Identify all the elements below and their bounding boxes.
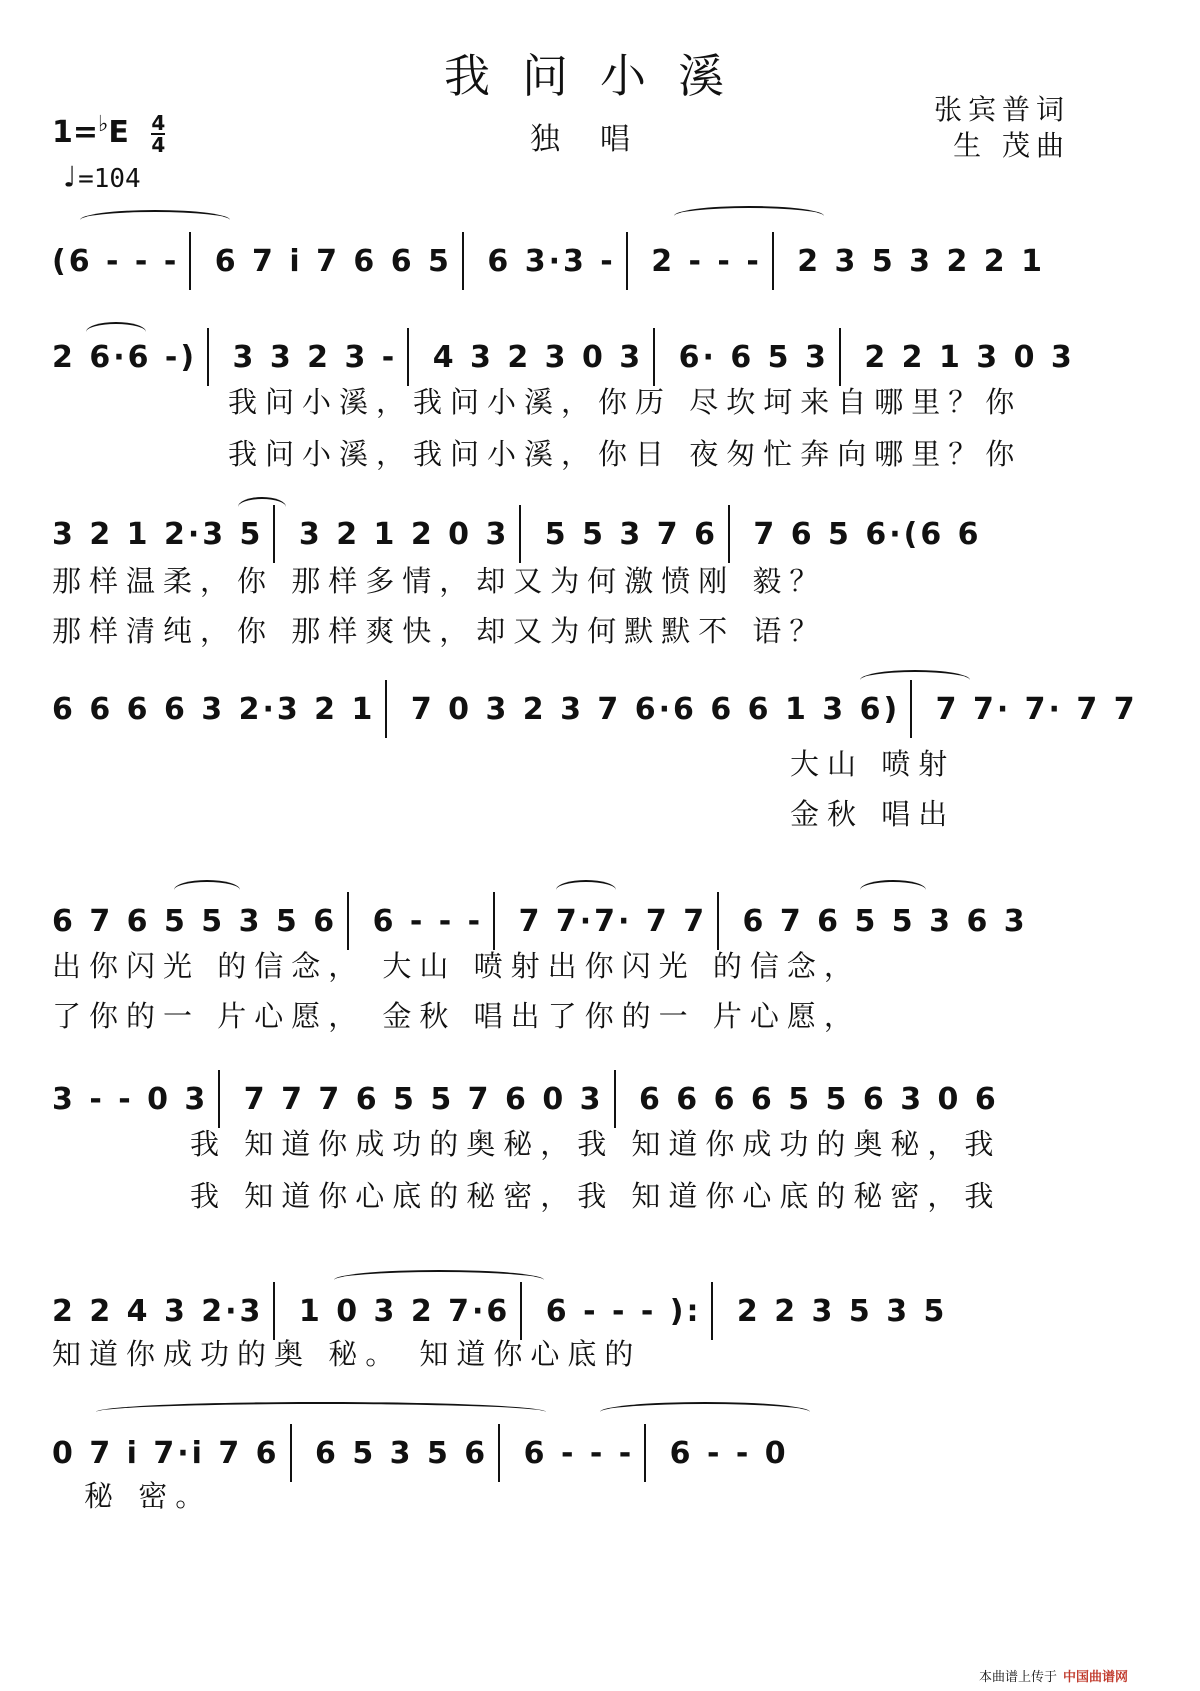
score-line-4 (0, 680, 1200, 840)
score-line-7 (0, 1282, 1200, 1392)
barline (653, 328, 655, 386)
measure: 6 7 6 5 5 3 5 6 (52, 903, 338, 939)
notes-row (52, 1424, 1060, 1474)
measure: 7 7 7 6 5 5 7 6 0 3 (243, 1081, 604, 1117)
barline (218, 1070, 220, 1128)
lyric-verse-1: 知道你成功的奥 秘。 知道你心底的 (52, 1337, 642, 1371)
barline (614, 1070, 616, 1128)
barline (493, 892, 495, 950)
measure: 6 - - - (372, 903, 484, 939)
time-signature (151, 110, 166, 157)
lyric-verse-1: 我问小溪，我问小溪，你历 尽坎坷来自哪里？你 (228, 385, 1023, 419)
barline (519, 505, 521, 563)
measure: 6 - - - ): (545, 1293, 702, 1329)
key-label: 1= (52, 115, 99, 150)
measure: 6 3·3 - (487, 243, 616, 279)
measure: 6 7 6 5 5 3 6 3 (742, 903, 1028, 939)
barline (347, 892, 349, 950)
measure: 3 2 1 2·3 5 (52, 516, 264, 552)
measure: 7 7· 7· 7 7 (935, 691, 1138, 727)
lyric-verse-1: 出你闪光 的信念， 大山 喷射出你闪光 的信念， (52, 949, 861, 983)
barline (189, 232, 191, 290)
measure: 6 5 3 5 6 (315, 1435, 489, 1471)
composer-credit: 生 茂曲 (953, 129, 1070, 162)
barline (626, 232, 628, 290)
barline (462, 232, 464, 290)
footer (979, 1666, 1128, 1685)
lyric-verse-2: 金秋 唱出 (790, 797, 956, 831)
score-line-8 (0, 1424, 1200, 1534)
measure: 3 3 2 3 - (232, 339, 398, 375)
barline (910, 680, 912, 738)
measure: 7 7·7· 7 7 (518, 903, 708, 939)
lyric-verse-1: 我 知道你成功的奥秘，我 知道你成功的奥秘，我 (190, 1127, 1002, 1161)
measure: 6 6 6 6 5 5 6 3 0 6 (638, 1081, 999, 1117)
measure: 5 5 3 7 6 (544, 516, 718, 552)
barline (407, 328, 409, 386)
lyricist-credit: 张宾普词 (933, 93, 1070, 126)
barline (772, 232, 774, 290)
score-line-5 (0, 892, 1200, 1052)
page-subtitle: 独唱 (530, 122, 670, 157)
notes-row (52, 1070, 1060, 1120)
measure: (6 - - - (52, 243, 180, 279)
lyric-verse-2: 我问小溪，我问小溪，你日 夜匆忙奔向哪里？你 (228, 437, 1023, 471)
measure: 2 - - - (651, 243, 762, 279)
measure: 2 3 5 3 2 2 1 (797, 243, 1046, 279)
barline (717, 892, 719, 950)
site-logo[interactable]: 中国曲谱网 (1062, 1670, 1128, 1685)
lyric-verse-1: 大山 喷射 (790, 747, 956, 781)
barline (207, 328, 209, 386)
measure: 6· 6 5 3 (678, 339, 829, 375)
measure: 2 2 1 3 0 3 (864, 339, 1075, 375)
measure: 6 7 i 7 6 6 5 (214, 243, 452, 279)
measure: 1 0 3 2 7·6 (298, 1293, 511, 1329)
measure: 6 - - - (523, 1435, 635, 1471)
score-line-3 (0, 505, 1200, 665)
quarter-note-icon: ♩ (60, 160, 79, 195)
lyric-verse-1: 那样温柔，你 那样多情，却又为何激愤刚 毅？ (52, 564, 827, 598)
slur-mark (96, 1402, 546, 1422)
notes-row (52, 328, 1075, 378)
score-line-1 (0, 232, 1200, 342)
measure: 7 0 3 2 3 7 6·6 6 6 1 3 6) (410, 691, 901, 727)
barline (728, 505, 730, 563)
time-denominator: 4 (151, 132, 166, 157)
measure: 3 2 1 2 0 3 (298, 516, 510, 552)
page-title: 我问小溪 (444, 49, 756, 103)
measure: 7 6 5 6·(6 6 (753, 516, 982, 552)
measure: 3 - - 0 3 (52, 1081, 209, 1117)
footer-text: 本曲谱上传于 (978, 1670, 1057, 1685)
tempo-marking (60, 160, 141, 195)
notes-row (52, 680, 1138, 730)
slur-mark (674, 206, 824, 226)
slur-mark (80, 210, 230, 230)
lyric-verse-2: 了你的一 片心愿， 金秋 唱出了你的一 片心愿， (52, 999, 861, 1033)
flat-icon: ♭ (98, 112, 109, 137)
measure: 2 6·6 -) (52, 339, 198, 375)
barline (385, 680, 387, 738)
key-note: E (108, 115, 129, 150)
measure: 2 2 3 5 3 5 (736, 1293, 948, 1329)
measure: 0 7 i 7·i 7 6 (52, 1435, 280, 1471)
lyric-verse-2: 我 知道你心底的秘密，我 知道你心底的秘密，我 (190, 1179, 1002, 1213)
tempo-value: =104 (78, 164, 141, 194)
measure: 2 2 4 3 2·3 (52, 1293, 264, 1329)
slur-mark (600, 1402, 810, 1422)
score-line-2 (0, 328, 1200, 488)
notes-row (52, 892, 1060, 942)
notes-row (52, 232, 1060, 282)
key-signature (52, 112, 165, 155)
notes-row (52, 1282, 1060, 1332)
time-numerator: 4 (151, 110, 166, 135)
measure: 6 - - 0 (669, 1435, 789, 1471)
score-line-6 (0, 1070, 1200, 1230)
lyric-verse-2: 那样清纯，你 那样爽快，却又为何默默不 语？ (52, 614, 827, 648)
notes-row (52, 505, 1060, 555)
lyric-verse-1: 秘 密。 (84, 1479, 213, 1513)
barline (273, 505, 275, 563)
barline (839, 328, 841, 386)
measure: 4 3 2 3 0 3 (432, 339, 644, 375)
measure: 6 6 6 6 3 2·3 2 1 (52, 691, 376, 727)
